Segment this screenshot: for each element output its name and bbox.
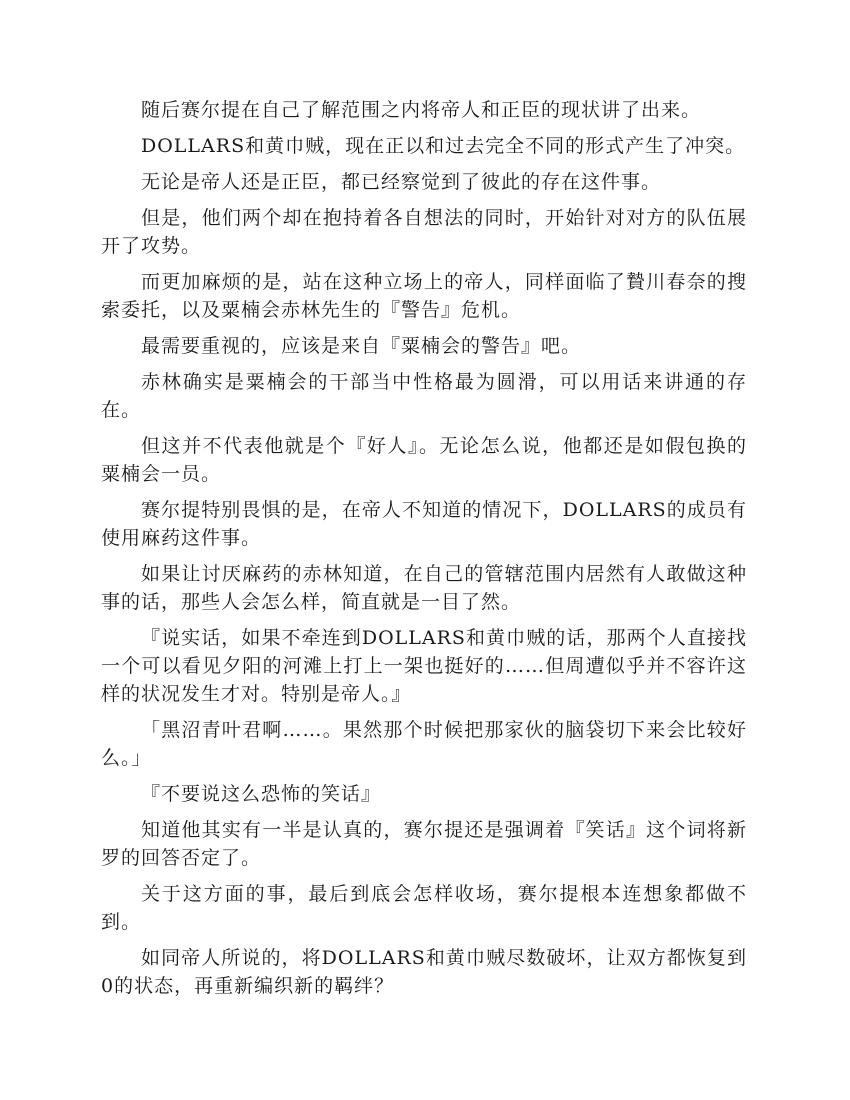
paragraph: 『不要说这么恐怖的笑话』 — [141, 783, 382, 805]
paragraph: 最需要重视的，应该是来自『粟楠会的警告』吧。 — [141, 335, 582, 357]
document-body — [101, 96, 747, 1008]
paragraph: 『说实话，如果不牵连到DOLLARS和黄巾贼的话，那两个人直接找一个可以看见夕阳的河滩上打上一架也挺好的……但周遭似乎并不容许这样的状况发生才对。特别是帝人。』 — [101, 627, 747, 705]
paragraph: 但是，他们两个却在抱持着各自想法的同时，开始针对对方的队伍展开了攻势。 — [101, 207, 747, 257]
paragraph: 但这并不代表他就是个『好人』。无论怎么说，他都还是如假包换的粟楠会一员。 — [101, 435, 747, 485]
paragraph: 无论是帝人还是正臣，都已经察觉到了彼此的存在这件事。 — [141, 171, 662, 193]
paragraph: 而更加麻烦的是，站在这种立场上的帝人，同样面临了贄川春奈的搜索委托，以及粟楠会赤林先生的『警告』危机。 — [101, 271, 747, 321]
paragraph: 赤林确实是粟楠会的干部当中性格最为圆滑，可以用话来讲通的存在。 — [101, 371, 747, 421]
paragraph: 知道他其实有一半是认真的，赛尔提还是强调着『笑话』这个词将新罗的回答否定了。 — [101, 819, 747, 869]
paragraph: 如同帝人所说的，将DOLLARS和黄巾贼尽数破坏，让双方都恢复到0的状态，再重新编织新的羁绊？ — [101, 947, 747, 997]
paragraph: 「黑沼青叶君啊……。果然那个时候把那家伙的脑袋切下来会比较好么。」 — [101, 719, 747, 769]
paragraph: 随后赛尔提在自己了解范围之内将帝人和正臣的现状讲了出来。 — [141, 99, 702, 121]
paragraph: 赛尔提特别畏惧的是，在帝人不知道的情况下，DOLLARS的成员有使用麻药这件事。 — [101, 499, 747, 549]
paragraph: 关于这方面的事，最后到底会怎样收场，赛尔提根本连想象都做不到。 — [101, 883, 747, 933]
paragraph: 如果让讨厌麻药的赤林知道，在自己的管辖范围内居然有人敢做这种事的话，那些人会怎么样，简直就是一目了然。 — [101, 563, 747, 613]
paragraph: DOLLARS和黄巾贼，现在正以和过去完全不同的形式产生了冲突。 — [141, 135, 746, 157]
